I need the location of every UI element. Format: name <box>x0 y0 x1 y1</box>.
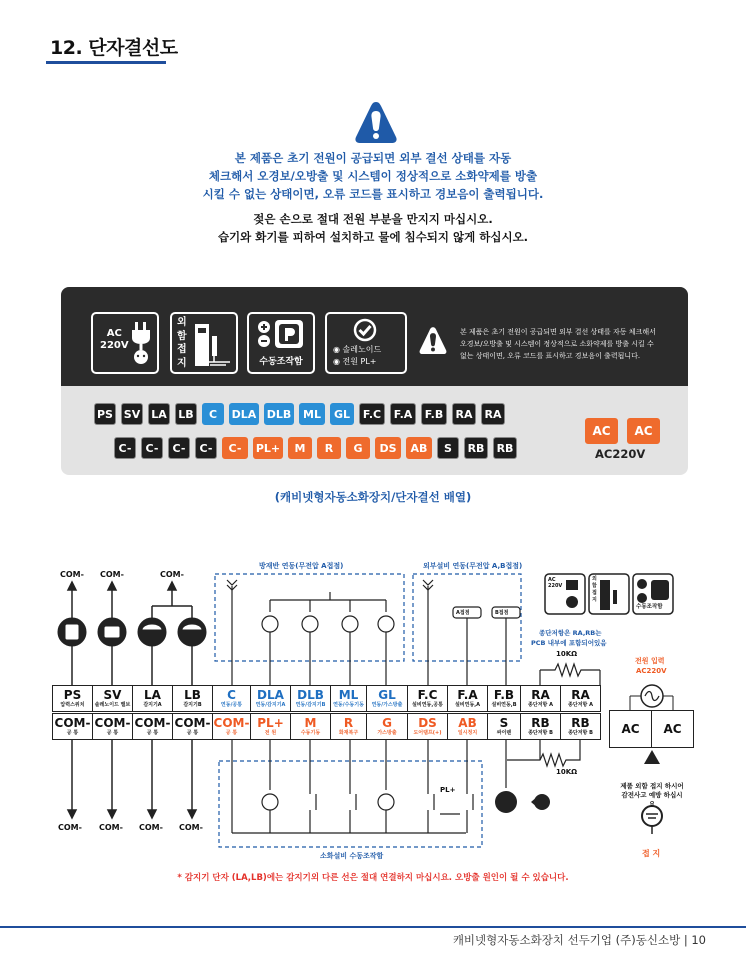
row2-terminal-12: S <box>437 437 459 459</box>
panel-notice-1: 본 제품은 초기 전원이 공급되면 외부 결선 상태를 자동 체크해서 <box>460 328 656 336</box>
row1-terminal-11: F.A <box>390 403 416 425</box>
terminal-top-8: ML 연동/수동기동 <box>330 685 367 712</box>
terminal-bottom-6: PL+ 전 원 <box>250 713 291 740</box>
detector-note: * 감지기 단자 (LA,LB)에는 감지기외 다른 선은 절대 연결하지 마십시요. 오방출 원인이 될 수 있습니다. <box>177 873 569 883</box>
terminal-top-6: DLA 연동/감지기A <box>250 685 291 712</box>
manual-operation-box <box>247 312 315 374</box>
icon-ac-label: AC <box>548 577 556 583</box>
terminal-top-1: PS 압력스위치 <box>52 685 93 712</box>
terminal-top-12: F.B 설비연동,B <box>487 685 521 712</box>
row2-terminal-2: C- <box>141 437 163 459</box>
outer-ground-box <box>170 312 238 374</box>
com-top-3: COM- <box>160 570 184 579</box>
solenoid-box <box>325 312 407 374</box>
outer-char-1: 외 <box>177 317 187 328</box>
terminal-top-13: RA 종단저항 A <box>520 685 561 712</box>
row2-terminal-4: C- <box>195 437 217 459</box>
terminal-bottom-7: M 수동기동 <box>290 713 331 740</box>
terminal-bottom-12: S 싸이렌 <box>487 713 521 740</box>
panel-notice-2: 오경보/오방출 및 시스템이 정상적으로 소화약제를 방출 시킬 수 <box>460 340 654 348</box>
row2-terminal-5: C- <box>222 437 248 459</box>
group2-title: 외부설비 연동(무전압 A,B접점) <box>423 562 523 570</box>
terminal-top-2: SV 솔레노이드 밸브 <box>92 685 133 712</box>
row1-terminal-2: SV <box>121 403 143 425</box>
row2-terminal-6: PL+ <box>253 437 283 459</box>
row1-terminal-6: DLA <box>229 403 259 425</box>
ground-label: 접 지 <box>642 849 661 858</box>
terminal-bottom-5: COM- 공 통 <box>212 713 251 740</box>
gas-lamp-label: 가스방출등 <box>493 818 513 823</box>
row2-terminal-8: R <box>317 437 341 459</box>
warning-line-3: 시킬 수 없는 상태이면, 오류 코드를 표시하고 경보음이 출력됩니다. <box>202 187 544 201</box>
title-underline <box>46 61 166 64</box>
terminal-bottom-8: R 화재복구 <box>330 713 367 740</box>
terminal-top-11: F.A 설비연동,A <box>447 685 488 712</box>
row1-terminal-3: LA <box>148 403 170 425</box>
com-bottom-3: COM- <box>139 823 163 832</box>
panel-warning-icon <box>418 325 448 357</box>
power-label: 전원 PL+ <box>342 357 377 366</box>
row2-terminal-14: RB <box>493 437 517 459</box>
row2-terminal-1: C- <box>114 437 136 459</box>
ground-warn-2: 감전사고 예방 하십시요 <box>621 791 683 808</box>
com-bottom-1: COM- <box>58 823 82 832</box>
resistor-bottom-label: 10KΩ <box>556 768 578 776</box>
manual-label: 수동조작함 <box>259 357 303 367</box>
ground-symbol-icon <box>642 806 662 826</box>
row1-terminal-1: PS <box>94 403 116 425</box>
warning-line-2: 체크해서 오경보/오방출 및 시스템이 정상적으로 소화약제를 방출 <box>208 169 538 183</box>
icon-outer-char-3: 접 <box>592 590 597 596</box>
ac-cell-2: AC <box>651 710 694 748</box>
terminal-top-4: LB 감지기B <box>172 685 213 712</box>
ac-terminal-2: AC <box>627 418 660 444</box>
row1-terminal-8: ML <box>299 403 325 425</box>
outer-char-3: 접 <box>177 344 187 355</box>
power-input-label: 전원 입력 <box>635 657 665 665</box>
resistor-top-label: 10KΩ <box>556 650 578 658</box>
row1-terminal-14: RA <box>481 403 505 425</box>
plug-icon <box>129 320 153 366</box>
b-contact-label: B접점 <box>495 610 509 616</box>
group1-title: 방재반 연동(무전압 A접점) <box>259 562 344 570</box>
caution-line-1: 젖은 손으로 절대 전원 부분을 만지지 마십시오. <box>253 212 493 226</box>
com-bottom-4: COM- <box>179 823 203 832</box>
detector-b-icon <box>178 618 206 646</box>
terminal-bottom-13: RB 종단저항 B <box>520 713 561 740</box>
terminal-top-7: DLB 연동/감지기B <box>290 685 331 712</box>
ground-warning-icon <box>644 750 660 764</box>
manual-box-label: 소화설비 수동조작함 <box>320 852 384 860</box>
row2-terminal-7: M <box>288 437 312 459</box>
ground-warn-1: 제품 외함 접지 하시어 <box>620 782 684 790</box>
icon-220v-label: 220V <box>548 583 563 589</box>
ac-label: AC <box>106 328 122 339</box>
terminal-bottom-10: DS 도어램프(+) <box>407 713 448 740</box>
detector-a-icon <box>138 618 166 646</box>
terminal-bottom-1: COM- 공 통 <box>52 713 93 740</box>
power-radio-icon: ◉ <box>333 357 340 366</box>
ac-terminal-1: AC <box>585 418 618 444</box>
terminal-bottom-14: RB 종단저항 B <box>560 713 601 740</box>
solenoid-radio-icon: ◉ <box>333 345 340 354</box>
row1-terminal-4: LB <box>175 403 197 425</box>
terminal-bottom-11: AB 일시정지 <box>447 713 488 740</box>
panel-caption: (캐비넷형자동소화장치/단자결선 배열) <box>274 490 472 504</box>
terminal-bottom-3: COM- 공 통 <box>132 713 173 740</box>
icon-outer-char-4: 지 <box>592 597 597 603</box>
ground-cabinet-icon <box>192 318 232 368</box>
check-icon <box>353 318 377 342</box>
row2-terminal-11: AB <box>406 437 432 459</box>
terminal-bottom-9: G 가스방출 <box>366 713 408 740</box>
com-bottom-2: COM- <box>99 823 123 832</box>
footer-divider <box>0 926 746 928</box>
row2-terminal-10: DS <box>375 437 401 459</box>
terminal-bottom-4: COM- 공 통 <box>172 713 213 740</box>
solenoid-label: 솔레노이드 <box>342 345 382 354</box>
panel-notice-3: 없는 상태이면, 오류 코드를 표시하고 경보음이 출력됩니다. <box>460 352 641 360</box>
com-top-1: COM- <box>60 570 84 579</box>
terminal-top-5: C 연동/공통 <box>212 685 251 712</box>
pl-plus-label: PL+ <box>440 786 456 794</box>
terminal-bottom-2: COM- 공 통 <box>92 713 133 740</box>
footer-text: 캐비넷형자동소화장치 선두기업 (주)동신소방 | 10 <box>452 933 706 947</box>
a-contact-label: A접점 <box>456 610 470 616</box>
ac-220v-box <box>91 312 159 374</box>
gas-lamp-icon <box>495 791 517 813</box>
row2-terminal-3: C- <box>168 437 190 459</box>
terminal-top-3: LA 감지기A <box>132 685 173 712</box>
row1-terminal-10: F.C <box>359 403 385 425</box>
power-voltage-label: AC220V <box>636 667 667 675</box>
row1-terminal-12: F.B <box>421 403 447 425</box>
row1-terminal-9: GL <box>330 403 354 425</box>
page-title: 12. 단자결선도 <box>50 37 178 59</box>
row2-terminal-13: RB <box>464 437 488 459</box>
terminal-top-10: F.C 설비연동,공통 <box>407 685 448 712</box>
terminal-top-14: RA 종단저항 A <box>560 685 601 712</box>
caution-line-2: 습기와 화기를 피하여 설치하고 물에 침수되지 않게 하십시오. <box>217 230 529 244</box>
outer-char-2: 함 <box>177 330 187 342</box>
ac-cell-1: AC <box>609 710 652 748</box>
manual-panel-icon <box>255 318 307 350</box>
terminal-note-2: PCB 내부에 포함되어있음 <box>531 639 607 647</box>
siren-icon <box>534 794 550 810</box>
icon-outer-char-2: 함 <box>592 583 597 589</box>
row1-terminal-13: RA <box>452 403 476 425</box>
terminal-note-1: 종단저항은 RA,RB는 <box>539 629 602 637</box>
icon-manual-label: 수동조작함 <box>636 604 663 610</box>
row1-terminal-5: C <box>202 403 224 425</box>
warning-icon <box>353 100 399 146</box>
row2-terminal-9: G <box>346 437 370 459</box>
icon-outer-char-1: 외 <box>592 576 597 582</box>
outer-char-4: 지 <box>177 357 187 369</box>
terminal-top-9: GL 연동/가스방출 <box>366 685 408 712</box>
com-top-2: COM- <box>100 570 124 579</box>
contact-icons <box>262 616 394 632</box>
row1-terminal-7: DLB <box>264 403 294 425</box>
ac220-label: AC220V <box>595 447 646 461</box>
ac-voltage-label: 220V <box>100 340 129 351</box>
warning-line-1: 본 제품은 초기 전원이 공급되면 외부 결선 상태를 자동 <box>234 151 512 165</box>
